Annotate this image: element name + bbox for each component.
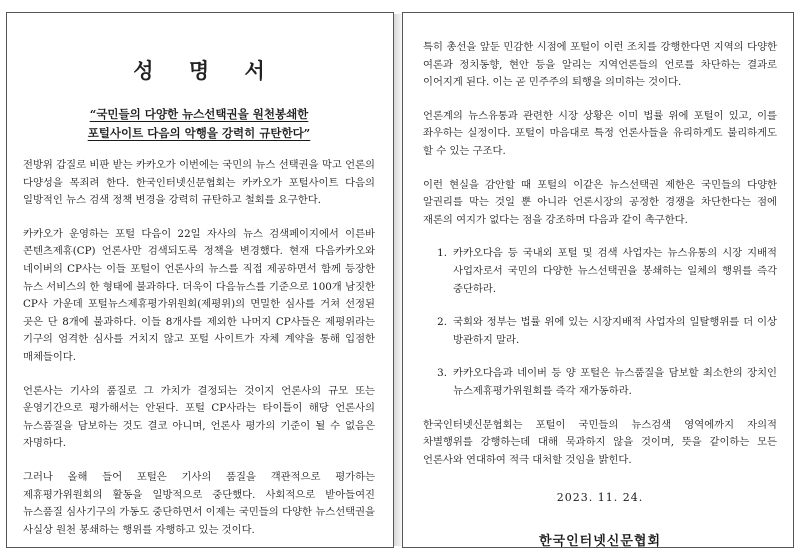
paragraph: 언론계의 뉴스유통과 관련한 시장 상황은 이미 법률 위에 포털이 있고, 이를 좌우하는 실정이다. 포털이 마음대로 특정 언론사들을 유리하게도 불리하게도 할 수 있는 구조다. [423,109,777,157]
paragraph: 카카오가 운영하는 포털 다음이 22일 자사의 뉴스 검색페이지에서 이른바 콘텐츠제휴(CP) 언론사만 검색되도록 정책을 변경했다. 현재 다음카카오와 네이버의 CP사는 이들 포털이 언론사의 뉴스를 직접 제공하면서 함께 등장한 뉴스 서비스의 한 형태에 불과하다. 더욱이 다음뉴스를 기준으로 100개 남짓한 CP사 가운데 포털뉴스제휴평가위원회(제평위)의 면밀한 심사를 거쳐 선정된 곳은 단 8개에 불과하다. 이들 8개사를 제외한 나머지 CP사들은 제평위라는 기구의 엄격한 심사를 거치지 않고 포털 사이트가 자체 계약을 통해 입점한 매체들이다. [23,227,375,363]
headline [23,105,375,143]
date: 2023. 11. 24. [556,491,644,505]
demand-item [423,365,777,400]
closing-paragraph: 한국인터넷신문협회는 포털이 국민들의 뉴스검색 영역에까지 자의적 차별행위를 강행하는데 대해 묵과하지 않을 것이며, 뜻을 같이하는 모든 언론사와 연대하여 적극 대처할 것임을 밝힌다. [423,418,777,466]
headline-line-1: “국민들의 다양한 뉴스선택권을 원천봉쇄한 [89,107,309,121]
paragraph: 그러나 올해 들어 포털은 기사의 품질을 객관적으로 평가하는 제휴평가위원회의 활동을 일방적으로 중단했다. 사회적으로 받아들여진 뉴스품질 심사기구의 가동도 중단하면서 이제는 국민들의 다양한 뉴스선택권을 사실상 원천 봉쇄하는 행위를 자행하고 있는 것이다. [23,470,375,536]
signature: 한국인터넷신문협회 [538,534,662,550]
demand-item [423,314,777,349]
paragraph: 이런 현실을 감안할 때 포털의 이같은 뉴스선택권 제한은 국민들의 다양한 알권리를 막는 것일 뿐 아니라 언론시장의 공정한 경쟁을 차단한다는 점에 재론의 여지가 없다는 점을 강조하며 다음과 같이 촉구한다. [423,178,777,226]
demand-list [423,245,777,400]
paragraph: 언론사는 기사의 품질로 그 가치가 결정되는 것이지 언론사의 규모 또는 운영기간으로 평가해서는 안된다. 포털 CP사라는 타이틀이 해당 언론사의 뉴스품질을 담보하는 것도 결코 아니며, 언론사 평가의 기준이 될 수 없음은 자명하다. [23,384,375,450]
page-gutter [394,14,402,546]
paragraph: 전방위 갑질로 비판 받는 카카오가 이번에는 국민의 뉴스 선택권을 막고 언론의 다양성을 목죄려 한다. 한국인터넷신문협회는 카카오가 포털사이트 다음의 일방적인 뉴스 검색 정책 변경을 강력히 규탄하고 철회를 요구한다. [23,159,375,207]
right-page [402,12,794,548]
headline-line-2: 포털사이트 다음의 악행을 강력히 규탄한다” [87,126,311,140]
document-title: 성 명 서 [133,58,279,83]
paragraph: 특히 총선을 앞둔 민감한 시점에 포털이 이런 조치를 강행한다면 지역의 다양한 여론과 정치동향, 현안 등을 알리는 지역언론들의 언로를 차단하는 결과로 이어지게 된다. 이는 곧 민주주의 퇴행을 의미하는 것이다. [423,41,777,89]
demand-text: 국회와 정부는 법률 위에 있는 시장지배적 사업자의 일탈행위를 더 이상 방관하지 말라. [453,316,777,346]
demand-text: 카카오다음과 네이버 등 양 포털은 뉴스품질을 담보할 최소한의 장치인 뉴스제휴평가위원회를 즉각 재가동하라. [453,367,777,397]
left-page [6,12,394,548]
demand-item [423,245,777,298]
demand-number: 1. [437,247,447,260]
demand-number: 3. [437,367,447,380]
demand-number: 2. [437,316,447,329]
demand-text: 카카오다음 등 국내외 포털 및 검색 사업자는 뉴스유통의 시장 지배적 사업자로서 국민의 다양한 뉴스선택권을 봉쇄하는 일체의 행위를 즉각 중단하라. [453,247,777,295]
